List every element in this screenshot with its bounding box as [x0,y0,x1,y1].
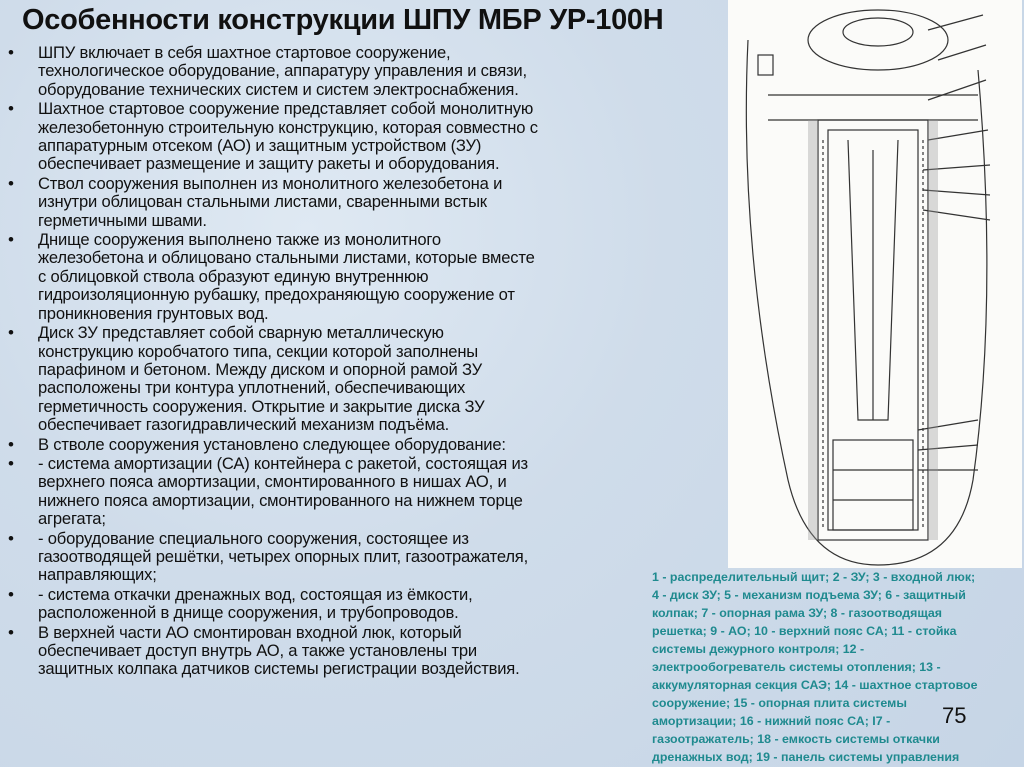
bullet-text-line: В стволе сооружения установлено следующее оборудование: [38,434,506,454]
bullet-dot: • [8,323,14,343]
bullet-text-line: обеспечивает доступ внутрь АО, а также установлены три [38,641,477,660]
bullet-item [8,44,538,99]
caption-line: газоотражатель; 18 - емкость системы откачки [652,732,940,746]
caption-line: амортизации; 16 - нижний пояс СА; І7 - [652,714,891,728]
bullet-dot: • [8,622,14,642]
bullet-item [8,624,538,679]
bullet-item [8,436,538,454]
bullet-item [8,530,538,585]
bullet-text-line: Диск ЗУ представляет собой сварную металлическую [38,323,444,343]
bullet-text-line: Днище сооружения выполнено также из монолитного [38,230,441,250]
bullet-text-line: направляющих; [38,565,157,585]
bullet-item [8,586,538,623]
caption-line: решетка; 9 - АО; 10 - верхний пояс СА; 11 - стойка [652,624,957,638]
bullet-text-line: ШПУ включает в себя шахтное стартовое сооружение, [38,43,451,62]
bullet-text-line: оборудование технических систем и систем электроснабжения. [38,79,519,99]
bullet-item [8,455,538,529]
bullet-text-line: расположены три контура уплотнений, обеспечивающих [38,378,466,398]
bullet-text-line: В верхней части АО смонтирован входной люк, который [38,622,462,642]
bullet-text-line: конструкцию коробчатого типа, секции которой заполнены [38,341,479,361]
figure-caption [652,568,1024,766]
bullet-text-line: агрегата; [38,509,106,529]
bullet-text-line: обеспечивает газогидравлический механизм подъёма. [38,415,450,435]
bullet-item [8,324,538,434]
caption-line: 4 - диск ЗУ; 5 - механизм подъема ЗУ; 6 - защитный [652,588,966,602]
silo-drawing-svg [728,0,1022,568]
bullet-text-line: - система амортизации (СА) контейнера с ракетой, состоящая из [38,453,528,473]
bullet-text-line: верхнего пояса амортизации, смонтированного в нишах АО, и [38,472,507,492]
bullet-text-line: нижнего пояса амортизации, смонтированного на нижнем торце [38,490,523,510]
bullet-dot: • [8,99,14,119]
bullet-dot: • [8,173,14,193]
bullet-text-line: с облицовкой ствола образуют единую внутреннюю [38,266,429,286]
bullet-item [8,175,538,230]
caption-line: электрообогреватель системы отопления; 13 - [652,660,941,674]
caption-line: сооружение; 15 - опорная плита системы [652,696,907,710]
bullet-text-line: герметичность сооружения. Открытие и закрытие диска ЗУ [38,396,485,416]
bullet-dot: • [8,43,14,62]
bullet-dot: • [8,584,14,604]
bullet-text-line: железобетона и облицовано стальными листами, которые вместе [38,248,535,268]
bullet-text-line: гидроизоляционную рубашку, предохраняющую сооружение от [38,285,515,305]
bullet-dot: • [8,453,14,473]
bullet-text-line: - система откачки дренажных вод, состоящая из ёмкости, [38,584,473,604]
page-number: 75 [942,703,967,728]
bullet-text-line: технологическое оборудование, аппаратуру управления и связи, [38,61,527,81]
bullet-text-line: железобетонную строительную конструкцию, которая совместно с [38,117,538,137]
caption-line: колпак; 7 - опорная рама ЗУ; 8 - газоотводящая [652,606,943,620]
caption-line: аккумуляторная секция САЭ; 14 - шахтное стартовое [652,678,978,692]
slide-title: Особенности конструкции ШПУ МБР УР-100Н [22,4,664,36]
silo-cross-section-drawing [728,0,1022,568]
bullet-text-line: защитных колпака датчиков системы регистрации воздействия. [38,659,520,679]
bullet-text-line: Шахтное стартовое сооружение представляет собой монолитную [38,99,534,119]
caption-line: 1 - распределительный щит; 2 - ЗУ; 3 - входной люк; [652,570,976,584]
bullet-text-line: проникновения грунтовых вод. [38,303,269,323]
bullet-dot: • [8,434,14,454]
bullet-list [8,44,538,680]
bullet-item [8,100,538,174]
bullet-dot: • [8,528,14,548]
bullet-text-line: обеспечивает размещение и защиту ракеты и оборудования. [38,154,500,174]
bullet-text-line: газоотводящей решётки, четырех опорных плит, газоотражателя, [38,546,528,566]
bullet-text-line: расположенной в днище сооружения, и трубопроводов. [38,603,459,623]
bullet-text-line: парафином и бетоном. Между диском и опорной рамой ЗУ [38,359,482,379]
bullet-dot: • [8,230,14,250]
bullet-text-line: - оборудование специального сооружения, состоящее из [38,528,469,548]
bullet-text-line: герметичными швами. [38,210,207,230]
caption-line: системы дежурного контроля; 12 - [652,642,865,656]
bullet-item [8,231,538,323]
caption-line: дренажных вод; 19 - панель системы управления [652,750,960,764]
bullet-text-line: Ствол сооружения выполнен из монолитного железобетона и [38,173,503,193]
bullet-text-line: аппаратурным отсеком (АО) и защитным устройством (ЗУ) [38,136,482,156]
bullet-text-line: изнутри облицован стальными листами, сваренными встык [38,192,487,212]
